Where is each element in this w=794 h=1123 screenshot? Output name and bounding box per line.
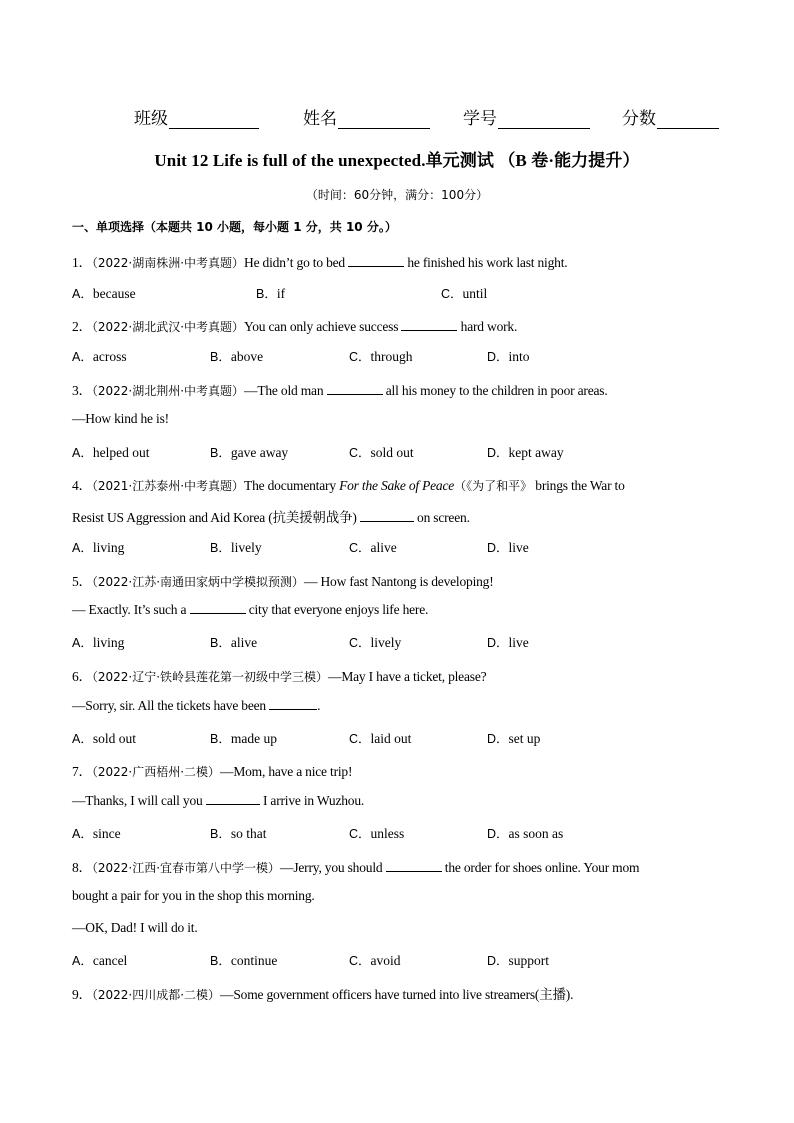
question-stem: —May I have a ticket, please?	[328, 669, 487, 684]
option-c[interactable]: C．unless	[349, 826, 405, 841]
option-d[interactable]: D．into	[487, 349, 530, 364]
option-c[interactable]: C．avoid	[349, 953, 401, 968]
page-title: Unit 12 Life is full of the unexpected.单元测试 （B 卷·能力提升）	[154, 151, 640, 170]
question-7-reply: —Thanks, I will call you I arrive in Wuzhou.	[72, 793, 365, 808]
option-a[interactable]: A．living	[72, 540, 125, 555]
student-info-row	[0, 104, 794, 130]
question-source: （2022·湖南株洲·中考真题）	[91, 256, 245, 270]
question-number: 7．	[72, 764, 92, 779]
option-a[interactable]: A．because	[72, 286, 136, 301]
question-4-continued: Resist US Aggression and Aid Korea (抗美援朝战争) on screen.	[72, 510, 470, 525]
question-number: 4．	[72, 478, 92, 493]
answer-blank[interactable]	[401, 318, 457, 331]
option-b[interactable]: B．gave away	[210, 445, 289, 460]
question-1	[72, 251, 567, 271]
score-label: 分数	[622, 109, 656, 129]
score-blank[interactable]	[657, 108, 719, 129]
answer-blank[interactable]	[360, 509, 414, 522]
question-stem-end: hard work.	[460, 319, 518, 334]
option-c[interactable]: C．lively	[349, 635, 402, 650]
option-d[interactable]: D．support	[487, 953, 550, 968]
question-5	[72, 570, 494, 590]
film-title: For the Sake of Peace	[339, 478, 455, 493]
question-3-reply: —How kind he is!	[72, 411, 169, 426]
answer-blank[interactable]	[348, 254, 404, 267]
question-source: （2022·广西梧州·二模）	[91, 765, 221, 779]
option-c[interactable]: C．sold out	[349, 445, 414, 460]
option-c[interactable]: C．laid out	[349, 731, 412, 746]
option-a[interactable]: A．sold out	[72, 731, 136, 746]
question-5-reply: — Exactly. It’s such a city that everyone enjoys life here.	[72, 602, 429, 617]
option-d[interactable]: D．live	[487, 635, 529, 650]
option-c[interactable]: C．through	[349, 349, 413, 364]
answer-blank[interactable]	[386, 859, 442, 872]
option-b[interactable]: B．above	[210, 349, 264, 364]
name-field	[303, 104, 430, 129]
question-number: 8．	[72, 860, 92, 875]
option-d[interactable]: D．set up	[487, 731, 541, 746]
option-c[interactable]: C．alive	[349, 540, 397, 555]
option-d[interactable]: D．live	[487, 540, 529, 555]
option-a[interactable]: A．cancel	[72, 953, 128, 968]
question-stem: —Mom, have a nice trip!	[220, 764, 353, 779]
question-stem: —Some government officers have turned into live streamers(主播).	[220, 987, 574, 1002]
question-6-reply: —Sorry, sir. All the tickets have been .	[72, 698, 321, 713]
question-stem-end: all his money to the children in poor areas.	[385, 383, 608, 398]
student-id-field	[463, 104, 590, 129]
question-source: （2022·江西·宜春市第八中学一模）	[91, 861, 281, 875]
student-id-label: 学号	[463, 109, 497, 129]
option-b[interactable]: B．if	[256, 286, 286, 301]
option-b[interactable]: B．continue	[210, 953, 278, 968]
question-number: 3．	[72, 383, 92, 398]
score-field	[622, 104, 719, 129]
question-2	[72, 315, 517, 335]
question-number: 6．	[72, 669, 92, 684]
question-number: 5．	[72, 574, 92, 589]
section-title: 一、单项选择（本题共 10 小题，每小题 1 分，共 10 分。）	[72, 220, 397, 234]
question-stem: You can only achieve success	[244, 319, 399, 334]
option-d[interactable]: D．as soon as	[487, 826, 564, 841]
class-field	[134, 104, 259, 129]
question-source: （2021·江苏泰州·中考真题）	[91, 479, 245, 493]
question-stem-end: he finished his work last night.	[407, 255, 568, 270]
question-9	[72, 983, 573, 1003]
question-8-continued: bought a pair for you in the shop this morning.	[72, 888, 315, 903]
option-b[interactable]: B．so that	[210, 826, 267, 841]
question-7	[72, 760, 352, 780]
question-6	[72, 665, 486, 685]
exam-time-info: （时间：60分钟，满分：100分）	[305, 188, 489, 202]
question-source: （2022·辽宁·铁岭县莲花第一初级中学三模）	[91, 670, 329, 684]
question-number: 1．	[72, 255, 92, 270]
question-source: （2022·湖北荆州·中考真题）	[91, 384, 245, 398]
question-number: 9．	[72, 987, 92, 1002]
question-8-reply: —OK, Dad! I will do it.	[72, 920, 198, 935]
question-stem: — How fast Nantong is developing!	[304, 574, 494, 589]
question-stem: —Jerry, you should	[280, 860, 383, 875]
question-stem: The documentary	[244, 478, 336, 493]
film-title-cn: （《为了和平》	[454, 479, 533, 493]
question-stem-end: the order for shoes online. Your mom	[444, 860, 640, 875]
answer-blank[interactable]	[206, 792, 260, 805]
question-4	[72, 474, 625, 494]
question-source: （2022·江苏·南通田家炳中学模拟预测）	[91, 575, 305, 589]
question-stem: —The old man	[244, 383, 324, 398]
question-8	[72, 856, 639, 876]
answer-blank[interactable]	[269, 697, 317, 710]
option-a[interactable]: A．since	[72, 826, 121, 841]
question-source: （2022·湖北武汉·中考真题）	[91, 320, 245, 334]
answer-blank[interactable]	[190, 601, 246, 614]
student-id-blank[interactable]	[498, 108, 590, 129]
class-blank[interactable]	[169, 108, 259, 129]
option-c[interactable]: C．until	[441, 286, 488, 301]
class-label: 班级	[134, 109, 168, 129]
option-d[interactable]: D．kept away	[487, 445, 564, 460]
question-stem-end: brings the War to	[535, 478, 625, 493]
option-b[interactable]: B．alive	[210, 635, 258, 650]
question-stem: He didn’t go to bed	[244, 255, 345, 270]
option-b[interactable]: B．made up	[210, 731, 277, 746]
name-blank[interactable]	[338, 108, 430, 129]
option-a[interactable]: A．living	[72, 635, 125, 650]
option-a[interactable]: A．across	[72, 349, 127, 364]
question-3	[72, 379, 608, 399]
option-b[interactable]: B．lively	[210, 540, 262, 555]
question-number: 2．	[72, 319, 92, 334]
answer-blank[interactable]	[327, 382, 383, 395]
question-source: （2022·四川成都·二模）	[91, 988, 221, 1002]
name-label: 姓名	[303, 109, 337, 129]
option-a[interactable]: A．helped out	[72, 445, 150, 460]
